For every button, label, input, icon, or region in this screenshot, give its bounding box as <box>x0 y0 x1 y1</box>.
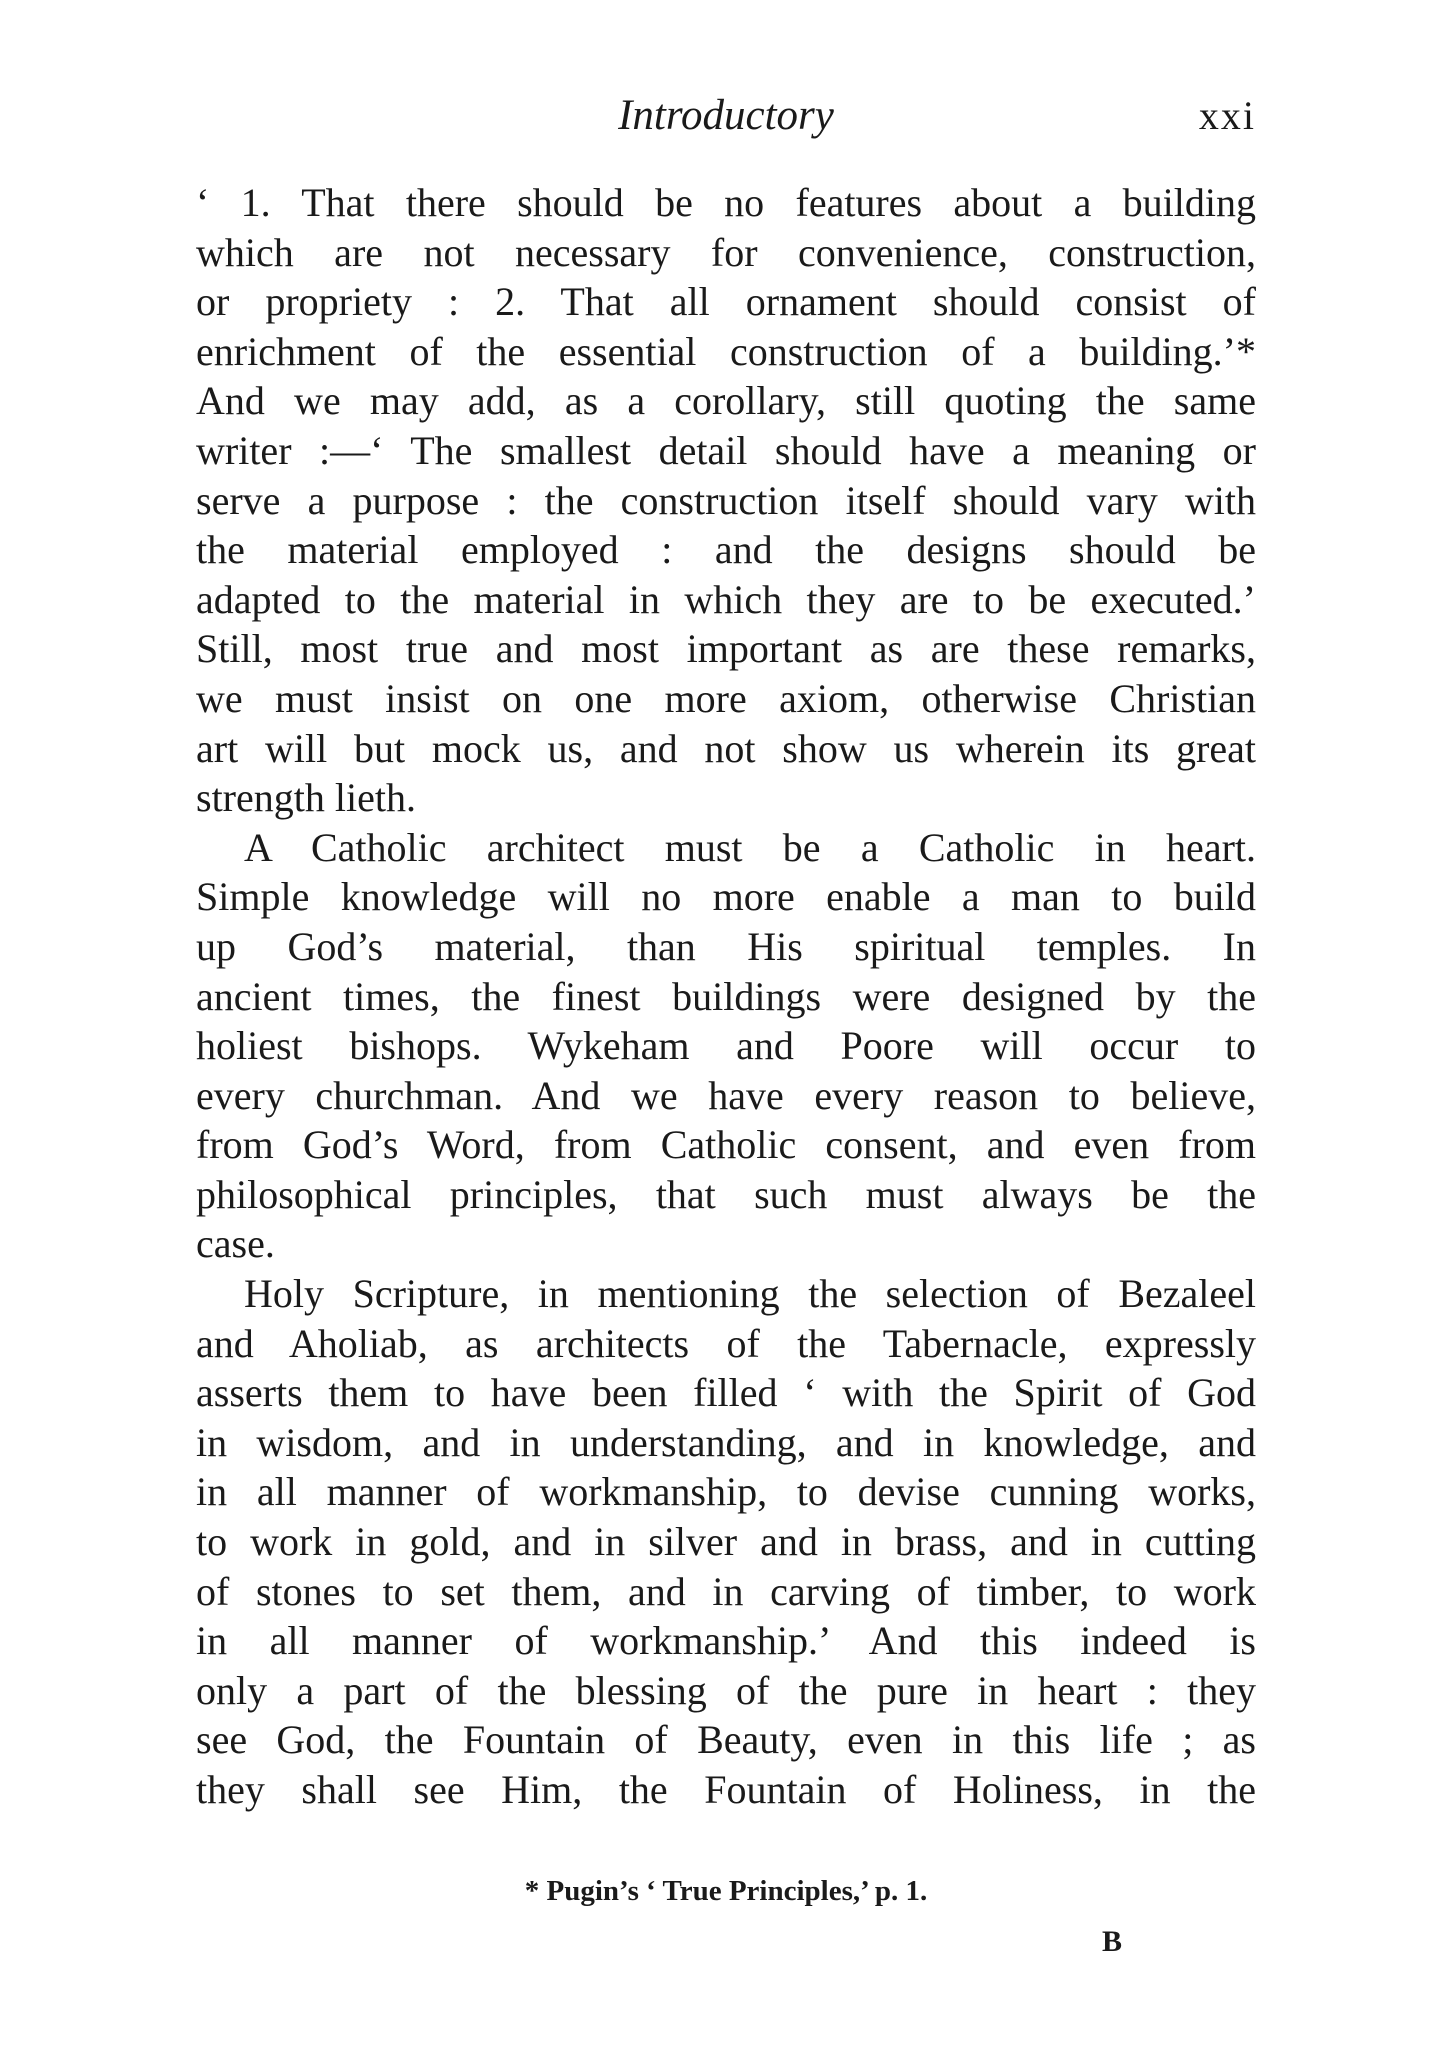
body-text <box>196 178 1256 1815</box>
signature-mark: B <box>1102 1925 1123 1958</box>
text-line: And we may add, as a corollary, still quoting the same <box>196 378 1256 424</box>
text-line: they shall see Him, the Fountain of Holiness, in the <box>196 1767 1256 1812</box>
page-number: xxi <box>1198 93 1256 138</box>
text-line: serve a purpose : the construction itself should vary with <box>196 477 1256 523</box>
text-line: writer :—‘ The smallest detail should have a meaning or <box>196 427 1256 473</box>
text-line: enrichment of the essential construction of a building.’* <box>196 328 1256 374</box>
paragraph-2 <box>196 823 1256 1269</box>
text-line: up God’s material, than His spiritual temples. In <box>196 923 1256 969</box>
text-line: or propriety : 2. That all ornament should consist of <box>196 279 1256 325</box>
running-title: Introductory <box>618 92 834 139</box>
text-line: of stones to set them, and in carving of timber, to work <box>196 1568 1256 1614</box>
text-line: see God, the Fountain of Beauty, even in this life ; as <box>196 1717 1256 1763</box>
page-header <box>196 92 1256 140</box>
text-line: to work in gold, and in silver and in brass, and in cutting <box>196 1519 1256 1565</box>
text-line: in all manner of workmanship.’ And this indeed is <box>196 1618 1256 1664</box>
text-line: asserts them to have been filled ‘ with the Spirit of God <box>196 1370 1256 1416</box>
text-line: ancient times, the finest buildings were designed by the <box>196 973 1256 1019</box>
text-line: only a part of the blessing of the pure in heart : they <box>196 1667 1256 1713</box>
text-line: from God’s Word, from Catholic consent, and even from <box>196 1122 1256 1168</box>
text-line: in wisdom, and in understanding, and in knowledge, and <box>196 1419 1256 1465</box>
text-line: every churchman. And we have every reason to believe, <box>196 1072 1256 1118</box>
text-line: in all manner of workmanship, to devise cunning works, <box>196 1469 1256 1515</box>
text-line: strength lieth. <box>196 775 416 821</box>
text-line: which are not necessary for convenience, construction, <box>196 229 1256 275</box>
text-line: Holy Scripture, in mentioning the selection of Bezaleel <box>244 1271 1256 1317</box>
paragraph-1 <box>196 178 1256 823</box>
text-line: adapted to the material in which they are to be executed.’ <box>196 576 1256 622</box>
paragraph-3 <box>196 1269 1256 1815</box>
text-line: philosophical principles, that such must always be the <box>196 1171 1256 1217</box>
text-line: A Catholic architect must be a Catholic in heart. <box>244 824 1256 870</box>
text-line: case. <box>196 1221 275 1267</box>
text-line: holiest bishops. Wykeham and Poore will occur to <box>196 1023 1256 1069</box>
text-line: ‘ 1. That there should be no features about a building <box>196 180 1256 225</box>
text-line: art will but mock us, and not show us wherein its great <box>196 725 1256 771</box>
text-line: Still, most true and most important as are these remarks, <box>196 626 1256 672</box>
text-line: Simple knowledge will no more enable a man to build <box>196 874 1256 920</box>
text-line: we must insist on one more axiom, otherwise Christian <box>196 675 1256 721</box>
footnote: * Pugin’s ‘ True Principles,’ p. 1. <box>524 1875 928 1907</box>
text-line: and Aholiab, as architects of the Tabernacle, expressly <box>196 1320 1256 1366</box>
text-line: the material employed : and the designs should be <box>196 527 1256 573</box>
